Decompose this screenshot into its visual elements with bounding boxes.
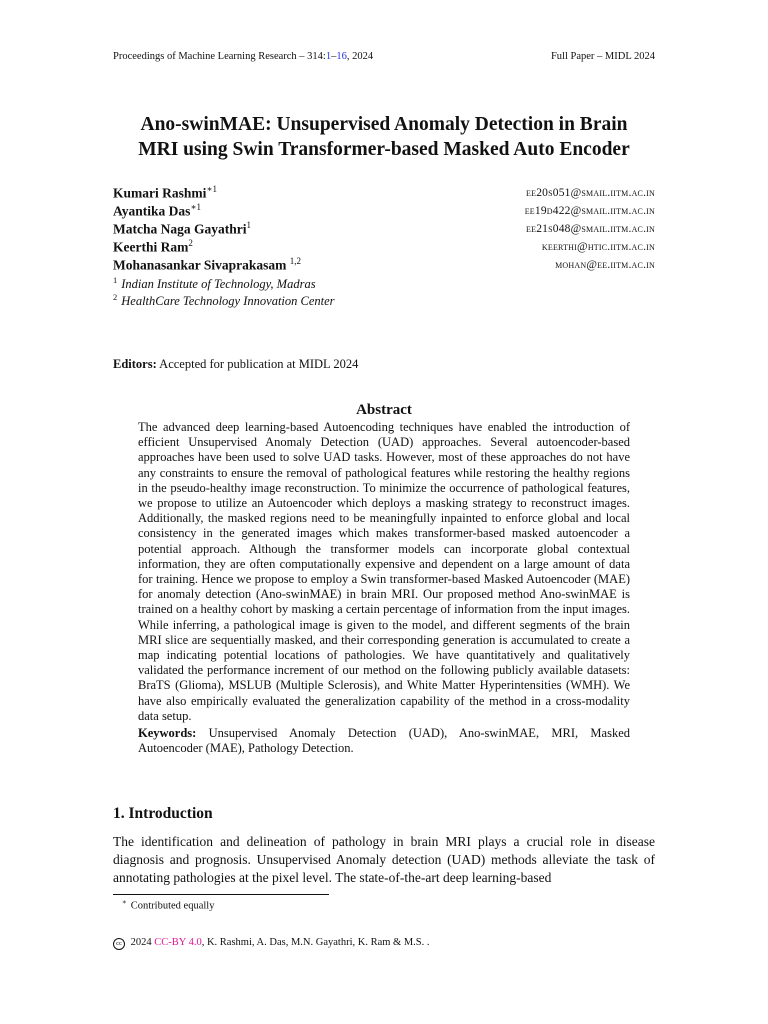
running-header-left bbox=[113, 51, 373, 62]
running-header-right: Full Paper – MIDL 2024 bbox=[550, 51, 655, 62]
author-email[interactable]: keerthi@htic.iitm.ac.in bbox=[541, 241, 655, 253]
footer-authors: , K. Rashmi, A. Das, M.N. Gayathri, K. Ram & M.S. . bbox=[201, 937, 430, 948]
abstract-body: The advanced deep learning-based Autoencoding techniques have enabled the introduction of efficient Unsupervised Anomaly Detection (UAD) approaches. Several autoencoder-based approaches have been used to solve UAD tasks. However, most of these approaches do not have any constraints to ensure the removal of pathological features while restoring the healthy regions in the pseudo-healthy image reconstruction. To minimize the occurrence of pathological features, we propose to utilize an Autoencoder which deploys a masking strategy to reconstruct images. Additionally, the masked regions need to be meaningfully inpainted to enforce global and local consistency in the generated images which makes transformer-based masked autoencoder a potential approach. Although the transformer models can incorporate global contextual information, they are often computationally expensive and dependent on a large amount of data for training. Hence we propose to employ a Swin transformer-based Masked Autoencoder (MAE) for anomaly detection (Ano-swinMAE) in brain MRI. Our proposed method Ano-swinMAE is trained on a healthy cohort by masking a certain percentage of information from the input images. While inferring, a pathological image is given to the model, and different segments of the brain MRI slice are sequentially masked, and their corresponding generation is accumulated to create a map indicating potential locations of pathologies. We have quantitatively and qualitatively validated the performance increment of our method on the following publicly available datasets: BraTS (Glioma), MSLUB (Multiple Sclerosis), and White Matter Hyperintensities (WMH). We have also empirically evaluated the generalization capability of the method in a cross-modality data setup. bbox=[138, 420, 630, 723]
author-email[interactable]: ee19d422@smail.iitm.ac.in bbox=[524, 205, 655, 217]
editors-label: Editors: bbox=[113, 357, 157, 371]
author-sup: 2 bbox=[188, 238, 193, 248]
author-sup: ∗1 bbox=[206, 184, 218, 194]
section-body: The identification and delineation of pathology in brain MRI plays a crucial role in disease diagnosis and prognosis. Unsupervised Anomaly detection (UAD) methods alleviate the task of annotating pathologies at the pixel level. The state-of-the-art deep learning-based bbox=[113, 834, 655, 885]
page-start-link[interactable]: 1 bbox=[325, 51, 332, 62]
author-sup: ∗1 bbox=[190, 202, 202, 212]
affiliation-sup: 2 bbox=[113, 292, 118, 302]
title-line-1: Ano-swinMAE: Unsupervised Anomaly Detection in Brain bbox=[140, 114, 628, 135]
footnote-text: Contributed equally bbox=[130, 900, 215, 912]
keywords-text: Unsupervised Anomaly Detection (UAD), Ano-swinMAE, MRI, Masked Autoencoder (MAE), Pathology Detection. bbox=[138, 726, 630, 756]
license-footer bbox=[113, 937, 430, 950]
section-heading: 1. Introduction bbox=[113, 805, 213, 822]
author-name: Keerthi Ram$^2$ bbox=[113, 238, 193, 255]
editors-text: Accepted for publication at MIDL 2024 bbox=[156, 357, 359, 371]
affiliation-sup: 1 bbox=[113, 275, 118, 285]
footnote-rule bbox=[113, 894, 329, 895]
footer-year: 2024 bbox=[128, 937, 155, 948]
editors-note bbox=[113, 357, 358, 372]
author-email[interactable]: mohan@ee.iitm.ac.in bbox=[555, 259, 655, 271]
author-email[interactable]: ee20s051@smail.iitm.ac.in bbox=[526, 187, 655, 199]
affiliation: $^2$ HealthCare Technology Innovation Center bbox=[113, 292, 335, 309]
title-line-2: MRI using Swin Transformer-based Masked Auto Encoder bbox=[138, 139, 630, 160]
journal-name: Proceedings of Machine Learning Research – 314: bbox=[113, 51, 326, 62]
author-sup: 1,2 bbox=[289, 256, 302, 266]
author-email[interactable]: ee21s048@smail.iitm.ac.in bbox=[526, 223, 655, 235]
abstract-block bbox=[138, 420, 630, 756]
author-name: Kumari Rashmi$^{∗1}$ bbox=[113, 184, 218, 201]
journal-year: , 2024 bbox=[346, 51, 374, 62]
cc-icon: cc bbox=[113, 938, 125, 950]
footnote-mark: ∗ bbox=[122, 898, 127, 906]
page-end-link[interactable]: 16 bbox=[336, 51, 347, 62]
paper-title bbox=[80, 112, 688, 162]
license-link[interactable]: CC-BY 4.0 bbox=[154, 937, 202, 948]
author-sup: 1 bbox=[246, 220, 251, 230]
page-range-sep: – bbox=[331, 51, 337, 62]
abstract-heading: Abstract bbox=[356, 402, 412, 418]
affiliation: $^1$ Indian Institute of Technology, Madras bbox=[113, 275, 316, 292]
keywords bbox=[138, 726, 630, 756]
author-name: Ayantika Das$^{∗1}$ bbox=[113, 202, 202, 219]
author-name: Mohanasankar Sivaprakasam $^{1,2}$ bbox=[113, 256, 302, 273]
footnote bbox=[122, 898, 214, 912]
keywords-label: Keywords: bbox=[138, 726, 197, 741]
author-name: Matcha Naga Gayathri$^1$ bbox=[113, 220, 251, 237]
